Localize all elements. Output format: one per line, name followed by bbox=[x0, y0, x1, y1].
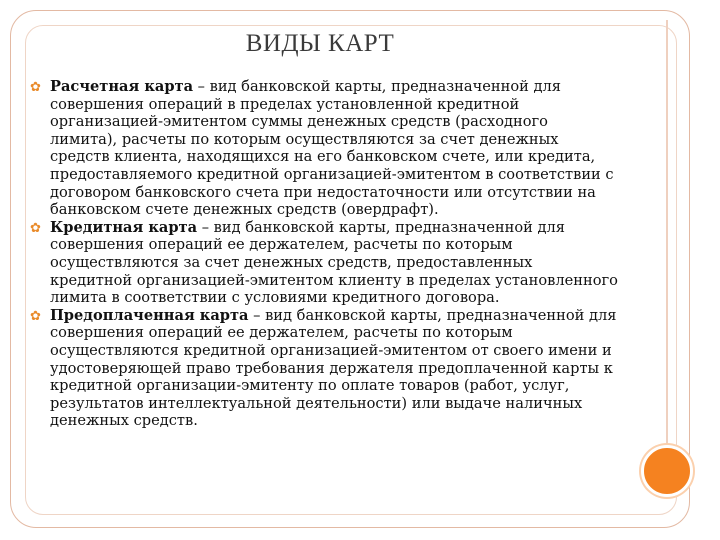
description-debit-card: – вид банковской карты, предназначенной для совершения операций в пределах установленной кредитной организацией-эмитентом суммы денежных средств (расходного лимита), расчеты по которым осуществляются за счет денежных средств клиента, находящихся на его банковском счете, или кредита, предоставляемого кредитной организацией-эмитентом в соответствии с договором банковского счета при недостаточности или отсутствии на банковском счете денежных средств (овердрафт). bbox=[50, 78, 614, 219]
quatrefoil-bullet-icon: ✿ bbox=[30, 80, 41, 95]
list-item-debit-card bbox=[30, 78, 618, 219]
description-prepaid-card: – вид банковской карты, предназначенной для совершения операций ее держателем, расчеты по которым осуществляются кредитной организацией-эмитентом от своего имени и удостоверяющей право требования держателя предоплаченной карты к кредитной организации-эмитенту по оплате товаров (работ, услуг, результатов интеллектуальной деятельности) или выдаче наличных денежных средств. bbox=[50, 306, 617, 430]
slide-content bbox=[30, 78, 618, 430]
term-credit-card: Кредитная карта bbox=[50, 218, 198, 236]
list-item-credit-card bbox=[30, 219, 618, 307]
term-prepaid-card: Предоплаченная карта bbox=[50, 306, 249, 324]
decorative-accent-line bbox=[666, 20, 668, 496]
quatrefoil-bullet-icon: ✿ bbox=[30, 308, 41, 324]
list-item-prepaid-card bbox=[30, 307, 618, 430]
quatrefoil-bullet-icon: ✿ bbox=[30, 220, 41, 236]
term-debit-card: Расчетная карта bbox=[50, 78, 194, 95]
description-credit-card: – вид банковской карты, предназначенной для совершения операций ее держателем, расчеты по которым осуществляются за счет денежных средств, предоставленных кредитной организацией-эмитентом клиенту в пределах установленного лимита в соответствии с условиями кредитного договора. bbox=[50, 218, 618, 307]
decorative-orange-circle bbox=[641, 445, 693, 497]
slide-title: ВИДЫ КАРТ bbox=[245, 30, 395, 57]
